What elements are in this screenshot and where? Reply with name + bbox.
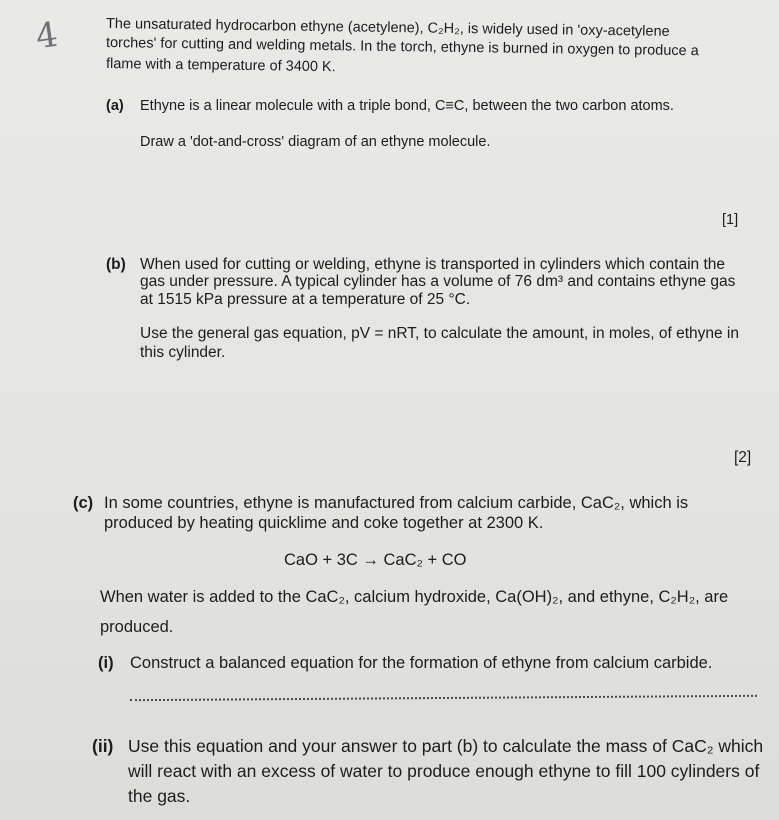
part-c-ii-line-1: Use this equation and your answer to part (b) to calculate the mass of CaC₂ which [128, 736, 764, 756]
part-a-line-2: Draw a 'dot-and-cross' diagram of an ethyne molecule. [140, 134, 491, 150]
part-c-i-label: (i) [98, 654, 114, 672]
answer-dotted-line [130, 695, 757, 701]
water-reaction-line-1: When water is added to the CaC₂, calcium hydroxide, Ca(OH)₂, and ethyne, C₂H₂, are [100, 588, 729, 606]
intro-line-1: The unsaturated hydrocarbon ethyne (acetylene), C₂H₂, is widely used in 'oxy-acetylene [105, 16, 670, 40]
calcium-carbide-equation: CaO + 3C → CaC₂ + CO [284, 551, 467, 569]
part-b-line-3: at 1515 kPa pressure at a temperature of 25 °C. [140, 291, 471, 308]
part-c-line-1: In some countries, ethyne is manufactured from calcium carbide, CaC₂, which is [104, 494, 689, 512]
part-b-line-1: When used for cutting or welding, ethyne is transported in cylinders which contain the [140, 256, 726, 273]
part-a-line-1: Ethyne is a linear molecule with a triple bond, C≡C, between the two carbon atoms. [140, 98, 674, 114]
part-c-label: (c) [73, 494, 94, 512]
part-c-ii-label: (ii) [92, 736, 114, 756]
part-b-instruction-1: Use the general gas equation, pV = nRT, to calculate the amount, in moles, of ethyne in [140, 325, 739, 342]
question-number-handwritten: 4 [33, 14, 61, 58]
part-b-label: (b) [106, 256, 126, 273]
part-b-line-2: gas under pressure. A typical cylinder has a volume of 76 dm³ and contains ethyne gas [140, 273, 736, 290]
water-reaction-line-2: produced. [100, 618, 174, 636]
part-c-line-2: produced by heating quicklime and coke together at 2300 K. [104, 514, 544, 532]
part-c-ii-line-3: the gas. [128, 786, 191, 806]
part-a-label: (a) [106, 98, 124, 114]
part-b-instruction-2: this cylinder. [140, 344, 226, 361]
part-c-i-question: Construct a balanced equation for the formation of ethyne from calcium carbide. [130, 654, 713, 672]
part-c-ii-line-2: will react with an excess of water to produce enough ethyne to fill 100 cylinders of [128, 761, 760, 781]
intro-line-3: flame with a temperature of 3400 K. [105, 56, 336, 76]
part-a-marks: [1] [722, 212, 739, 228]
part-b-marks: [2] [734, 449, 752, 466]
intro-line-2: torches' for cutting and welding metals. In the torch, ethyne is burned in oxygen to produce a [105, 35, 699, 60]
